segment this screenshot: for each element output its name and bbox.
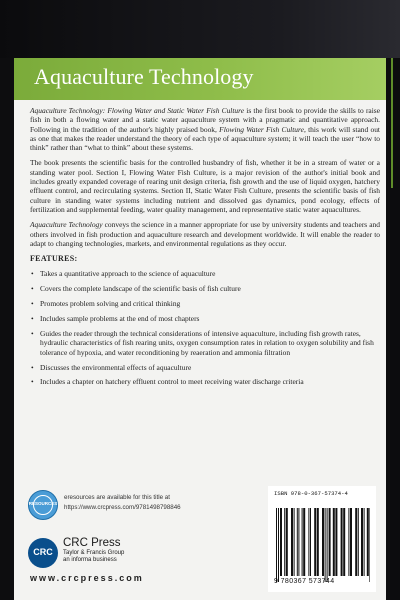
eresources-note xyxy=(64,493,264,513)
barcode-bar xyxy=(322,508,324,576)
feature-text: Includes sample problems at the end of most chapters xyxy=(40,314,200,324)
barcode-guard-bar xyxy=(325,508,326,582)
intro-book-title: Aquaculture Technology: Flowing Water and Static Water Fish Culture xyxy=(30,106,245,115)
eresources-line: eresources are available for this title at xyxy=(64,494,170,501)
feature-item xyxy=(30,314,380,323)
crc-logo-icon xyxy=(28,538,58,568)
barcode-bar xyxy=(364,508,365,576)
barcode-bar xyxy=(329,508,331,576)
publisher-name: CRC Press xyxy=(63,537,121,549)
bullet-icon: • xyxy=(31,377,34,387)
barcode-bar xyxy=(298,508,299,576)
feature-item xyxy=(30,299,380,308)
feature-item xyxy=(30,363,380,372)
green-accent-line xyxy=(391,58,393,188)
feature-item xyxy=(30,329,380,357)
features-heading: FEATURES: xyxy=(30,254,78,264)
barcode-bar xyxy=(294,508,295,576)
barcode-bar xyxy=(355,508,357,576)
intro-text-1: is the first book to provide the skills to raise fish in both a flowing water and a static water aquaculture system with a pragmatic and quantitative approach. Following in the tradition of the author's highly praised book, xyxy=(30,106,380,134)
feature-item xyxy=(30,269,380,278)
intro-previous-book: Flowing Water Fish Culture xyxy=(219,124,304,134)
feature-text: Guides the reader through the technical considerations of intensive aquaculture, including fish growth rates, hydraulic characteristics of fish rearing units, oxygen consumption rates in relation to oxygen solubility and fish tolerance of hypoxia, and water reconditioning by reaeration and ammonia filtration xyxy=(40,329,374,357)
feature-text: Includes a chapter on hatchery effluent control to meet receiving water discharge criteria xyxy=(40,377,304,387)
barcode-bar xyxy=(286,508,288,576)
barcode-bar xyxy=(350,508,352,576)
feature-text: Promotes problem solving and critical thinking xyxy=(40,299,181,309)
barcode-guard-bar xyxy=(278,508,279,582)
barcode-block xyxy=(268,486,376,592)
barcode-bar xyxy=(314,508,316,576)
barcode xyxy=(274,502,370,590)
features-list xyxy=(30,269,380,386)
feature-item xyxy=(30,284,380,293)
intro-text-2: , this work will stand out as one that makes the reader understand the theory of each type of aquaculture system; it will teach the user “how to think” rather than “what to think” about these systems. xyxy=(30,124,380,153)
crc-logo-text: CRC xyxy=(33,547,53,557)
title-band xyxy=(14,58,386,102)
barcode-bar xyxy=(348,508,349,576)
publisher-tagline: an informa business xyxy=(63,557,117,564)
feature-item xyxy=(30,377,380,386)
bullet-icon: • xyxy=(31,284,34,294)
barcode-guard-bar xyxy=(276,508,277,582)
eresources-url[interactable]: https://www.crcpress.com/9781498798846 xyxy=(64,504,181,511)
barcode-guard-bar xyxy=(369,508,370,582)
bullet-icon: • xyxy=(31,299,34,309)
audience-paragraph xyxy=(30,220,380,248)
barcode-bar xyxy=(358,508,359,576)
barcode-bar xyxy=(308,508,309,576)
barcode-guard-bar xyxy=(327,508,328,582)
bullet-icon: • xyxy=(31,269,34,279)
sections-paragraph: The book presents the scientific basis for the controlled husbandry of fish, whether it be in a stream of water or a standing water pool. Section I, Flowing Water Fish Culture, is a major revision of the author's initial book and includes greatly expanded coverage of rearing unit design criteria, fish growth and the use of liquid oxygen, hatchery effluent control, and recirculating systems. Section II, Static Water Fish Culture, presents the scientific basis of fish culture in standing water systems including nutrient and dissolved gas dynamics, pond ecology, effects of fertilization and supplemental feeding, water quality management, and representative static water aquacultures. xyxy=(30,158,380,214)
intro-paragraph xyxy=(30,106,380,152)
barcode-bar xyxy=(291,508,293,576)
description-body xyxy=(30,106,380,392)
feature-text: Covers the complete landscape of the scientific basis of fish culture xyxy=(40,284,241,294)
feature-text: Takes a quantitative approach to the science of aquaculture xyxy=(40,269,216,279)
barcode-bar xyxy=(297,508,298,576)
barcode-bar xyxy=(341,508,343,576)
top-dark-strip xyxy=(0,0,400,58)
bullet-icon: • xyxy=(31,314,34,324)
barcode-digits: 9 780367 573744 xyxy=(274,578,335,585)
audience-text: conveys the science in a manner appropriate for use by university students and teachers and others involved in fish production and aquaculture research and development worldwide. It will enable the reader to adapt to changing technologies, markets, and environmental regulations as they occur. xyxy=(30,220,380,248)
feature-text: Discusses the environmental effects of aquaculture xyxy=(40,362,192,372)
right-edge-strip xyxy=(386,58,400,600)
audience-book-title: Aquaculture Technology xyxy=(30,220,103,230)
publisher-website[interactable]: www.crcpress.com xyxy=(30,573,144,583)
barcode-bar xyxy=(284,508,285,576)
barcode-bar xyxy=(333,508,335,576)
barcode-bar xyxy=(317,508,319,576)
barcode-bar xyxy=(367,508,369,576)
isbn-label: ISBN 978-0-367-57374-4 xyxy=(274,490,348,497)
bullet-icon: • xyxy=(31,362,34,372)
barcode-bar xyxy=(303,508,305,576)
barcode-bar xyxy=(302,508,303,576)
resources-logo-label: RESOURCES xyxy=(28,501,58,506)
barcode-bar xyxy=(335,508,337,576)
publisher-group: Taylor & Francis Group xyxy=(63,550,125,556)
barcode-bar xyxy=(310,508,311,576)
resources-logo-icon xyxy=(28,490,58,520)
barcode-bar xyxy=(343,508,345,576)
bullet-icon: • xyxy=(31,329,34,339)
barcode-bar xyxy=(361,508,363,576)
book-title: Aquaculture Technology xyxy=(34,64,254,89)
barcode-bar xyxy=(280,508,282,576)
publisher-block xyxy=(63,537,124,565)
